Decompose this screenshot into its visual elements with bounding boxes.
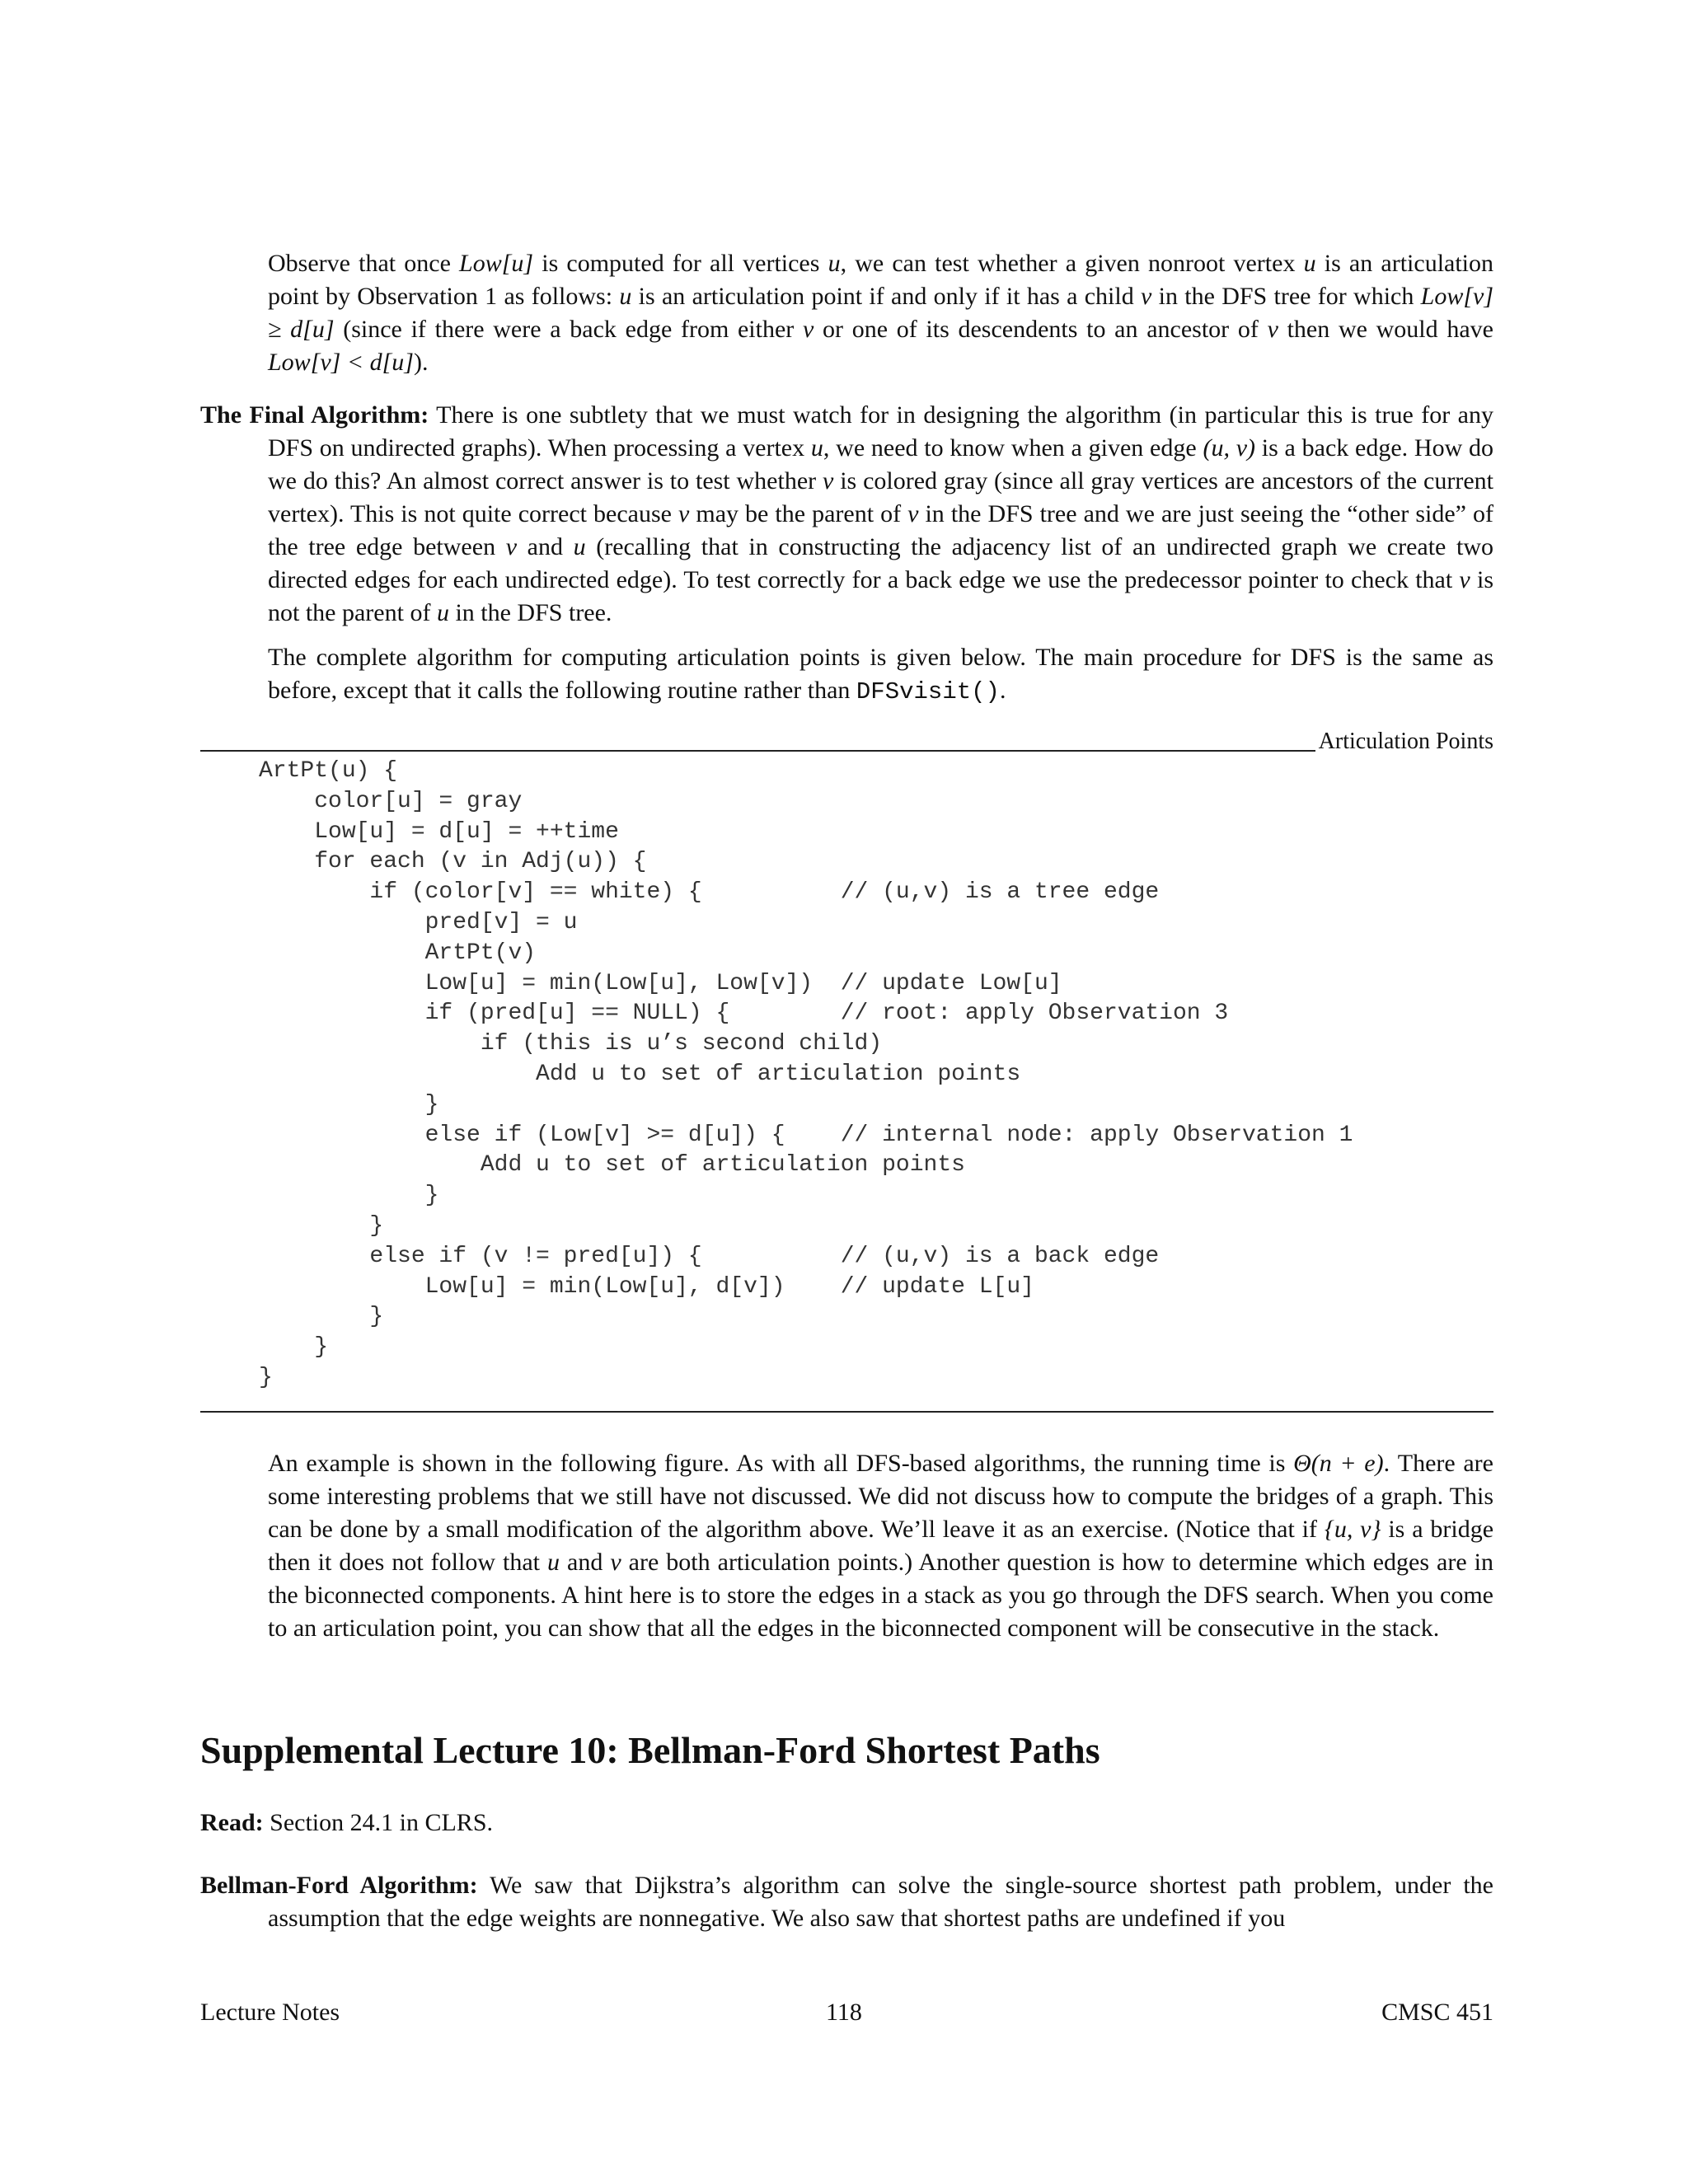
text-run: then we would have: [1278, 316, 1493, 343]
math-edge: (u, v): [1203, 434, 1256, 462]
math-v: v: [1141, 283, 1152, 310]
footer-left: Lecture Notes: [200, 1999, 340, 2026]
math-v: v: [907, 500, 919, 527]
paragraph-label: Read:: [200, 1809, 264, 1836]
footer-page-number: 118: [826, 1999, 862, 2026]
math-u: u: [810, 434, 823, 462]
text-run: There is one subtlety that we must watch for in designing the algorithm (in particular this is true for any DFS on undirected graphs). When processing a vertex: [268, 401, 1493, 462]
text-run: or one of its descendents to an ancestor of: [814, 316, 1268, 343]
text-run: (since if there were a back edge from either: [334, 316, 803, 343]
math-v: v: [823, 467, 834, 494]
math-low-u: Low[u]: [459, 250, 534, 277]
section-heading: Supplemental Lecture 10: Bellman-Ford Shortest Paths: [200, 1729, 1100, 1771]
text-run: are both articulation points.) Another question is how to determine which edges are in the biconnected components. A hint here is to store the edges in a stack as you go through the DFS search. When you come to an articulation point, you can show that all the edges in the biconnected component will be consecutive in the stack.: [268, 1549, 1493, 1642]
text-run: (recalling that in constructing the adjacency list of an undirected graph we create two directed edges for each undirected edge). To test correctly for a back edge we use the predecessor pointer to check that: [268, 533, 1493, 593]
text-run: is colored gray (since all gray vertices are ancestors of the current vertex). This is not quite correct because: [268, 467, 1493, 527]
code-block-label: Articulation Points: [1315, 729, 1493, 754]
text-run: is a back edge. How do we do this? An almost correct answer is to test whether: [268, 434, 1494, 494]
text-run: in the DFS tree for which: [1151, 283, 1421, 310]
paragraph-complete-algorithm: [268, 641, 1493, 709]
math-u: u: [436, 599, 449, 626]
text-run: is not the parent of: [268, 566, 1493, 626]
math-u: u: [619, 283, 632, 310]
code-block-bottom-rule: [200, 1411, 1493, 1413]
paragraph-example: [268, 1447, 1493, 1645]
text-run: in the DFS tree.: [448, 599, 612, 626]
code-block-artpt: ArtPt(u) { color[u] = gray Low[u] = d[u] = ++time for each (v in Adj(u)) { if (color[v] == white) { // (u,v) is a tree edge pred[v] = u ArtPt(v) Low[u] = min(Low[u], Low[v]) // update Low[u] if (pred[u] == NULL) { // root: apply Observation 3 if (this is u’s second child) Add u to set of articulation points } else if (Low[v] >= d[u]) { // internal node: apply Observation 1 Add u to set of articulation points } } else if (v != pred[u]) { // (u,v) is a back edge Low[u] = min(Low[u], d[v]) // update L[u] } } }: [259, 758, 1353, 1390]
text-run: and: [517, 533, 574, 560]
text-run: may be the parent of: [689, 500, 908, 527]
text-run: ).: [413, 349, 429, 376]
text-run: in the DFS tree and we are just seeing the “other side” of the tree edge between: [268, 500, 1493, 560]
text-run: is an articulation point by Observation 1 as follows:: [268, 250, 1494, 310]
text-run: .: [999, 677, 1006, 704]
math-set: {u, v}: [1324, 1516, 1381, 1543]
text-run: , we need to know when a given edge: [823, 434, 1203, 462]
text-run: Section 24.1 in CLRS.: [263, 1809, 494, 1836]
paragraph-bellman-ford: [200, 1869, 1493, 1935]
code-block-top-rule: [200, 750, 1493, 752]
paragraph-final-algorithm: [200, 399, 1493, 630]
math-u: u: [547, 1549, 560, 1576]
math-v: v: [505, 533, 518, 560]
text-run: is a bridge then it does not follow that: [268, 1516, 1494, 1576]
text-run: . There are some interesting problems that we still have not discussed. We did not discuss how to compute the bridges of a graph. This can be done by a small modification of the algorithm above. We’ll leave it as an exercise. (Notice that if: [268, 1450, 1493, 1543]
text-run: , we can test whether a given nonroot vertex: [840, 250, 1304, 277]
text-run: and: [560, 1549, 611, 1576]
math-v: v: [610, 1549, 621, 1576]
math-v: v: [802, 316, 814, 343]
math-u: u: [828, 250, 841, 277]
math-condition: Low[v] ≥ d[u]: [268, 283, 1493, 343]
math-v: v: [1267, 316, 1278, 343]
math-condition: Low[v] < d[u]: [268, 349, 414, 376]
math-u: u: [573, 533, 586, 560]
paragraph-label: Bellman-Ford Algorithm:: [200, 1872, 478, 1899]
text-run: is computed for all vertices: [533, 250, 828, 277]
math-u: u: [1303, 250, 1316, 277]
text-run: The complete algorithm for computing articulation points is given below. The main procedure for DFS is the same as before, except that it calls the following routine rather than: [268, 644, 1493, 704]
math-running-time: Θ(n + e): [1293, 1450, 1384, 1477]
text-run: is an articulation point if and only if it has a child: [631, 283, 1142, 310]
paragraph-read: [200, 1807, 1493, 1840]
paragraph-label: The Final Algorithm:: [200, 401, 429, 429]
footer-right: CMSC 451: [1381, 1999, 1493, 2026]
text-run: Observe that once: [268, 250, 460, 277]
text-run: An example is shown in the following figure. As with all DFS-based algorithms, the running time is: [268, 1450, 1294, 1477]
math-v: v: [1459, 566, 1470, 593]
text-run: We saw that Dijkstra’s algorithm can solve the single-source shortest path problem, under the assumption that the edge weights are nonnegative. We also saw that shortest paths are undefined if you: [268, 1872, 1493, 1932]
inline-code: DFSvisit(): [856, 678, 1000, 705]
paragraph-articulation-test: [268, 247, 1493, 379]
math-v: v: [678, 500, 690, 527]
